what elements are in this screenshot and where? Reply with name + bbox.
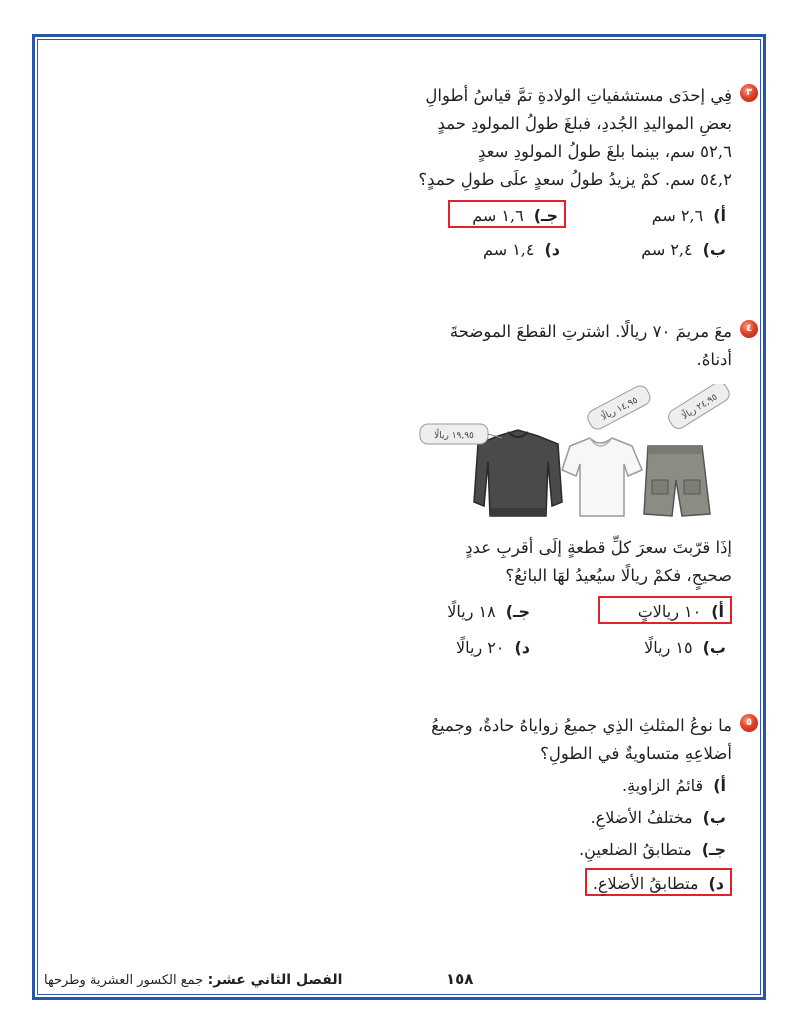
svg-text:١٤,٩٥ ريالًا: ١٤,٩٥ ريالًا xyxy=(599,395,640,424)
answer-options xyxy=(376,772,732,896)
chapter-topic: جمع الكسور العشرية وطرحها xyxy=(44,973,204,988)
option-c-selected[interactable]: جـ)١,٦ سم xyxy=(448,200,566,228)
question-number-badge: ٤ xyxy=(740,320,758,338)
option-d-selected[interactable]: د)متطابقُ الأضلاعِ. xyxy=(585,868,732,896)
question-number-badge: ٥ xyxy=(740,714,758,732)
question-text: ما نوعُ المثلثِ الذِي جميعُ زواياهُ حادةٌ، وجميعُ أضلاعِهِ متساويةٌ في الطولِ؟ xyxy=(431,716,732,763)
sweater-icon xyxy=(474,430,562,516)
question-2 xyxy=(392,318,753,374)
clothing-items-image xyxy=(410,384,740,524)
option-d[interactable]: د)١,٤ سم xyxy=(483,240,560,259)
question-1 xyxy=(392,82,753,266)
question-3 xyxy=(376,712,753,900)
shorts-icon xyxy=(644,446,710,516)
option-b[interactable]: ب)٢,٤ سم xyxy=(641,240,726,259)
option-a[interactable]: أ)٢,٦ سم xyxy=(651,206,726,225)
question-2-continued xyxy=(392,534,732,662)
answer-options xyxy=(392,202,732,266)
option-c[interactable]: جـ)متطابقُ الضلعينِ. xyxy=(579,840,726,859)
option-a-selected[interactable]: أ)١٠ ريالاتٍ xyxy=(598,596,732,624)
question-number-badge: ٣ xyxy=(740,84,758,102)
chapter-footer xyxy=(44,972,342,988)
option-b[interactable]: ب)١٥ ريالًا xyxy=(644,638,726,657)
price-tag-shorts xyxy=(666,384,733,431)
option-a[interactable]: أ)قائمُ الزاويةِ. xyxy=(622,776,726,795)
page-number: ١٥٨ xyxy=(446,970,474,988)
option-b[interactable]: ب)مختلفُ الأضلاعِ. xyxy=(590,808,726,827)
tshirt-icon xyxy=(562,438,642,516)
option-c[interactable]: جـ)١٨ ريالًا xyxy=(447,602,530,621)
svg-text:٢٤,٩٥ ريالًا: ٢٤,٩٥ ريالًا xyxy=(680,392,720,422)
question-text-2: إذَا قرّبتَ سعرَ كلِّ قطعةٍ إلَى أقربِ عددٍ صحيحٍ، فكمْ ريالًا سيُعيدُ لهَا البائعُ؟ xyxy=(465,538,732,585)
question-text: فِي إحدَى مستشفياتِ الولادةِ تمَّ قياسُ أطوالِ بعضِ المواليدِ الجُددِ، فبلغَ طولُ المولودِ حمدٍ ٥٢,٦ سم، بينما بلغَ طولُ المولودِ سعدٍ ٥٤,٢ سم. كمْ يزيدُ طولُ سعدٍ علَى طولِ حمدٍ؟ xyxy=(418,86,732,189)
answer-options xyxy=(392,598,732,662)
question-text: معَ مريمَ ٧٠ ريالًا. اشترتِ القطعَ الموضحةَ أدناهُ. xyxy=(449,322,732,369)
price-tag-tshirt xyxy=(585,384,653,432)
option-d[interactable]: د)٢٠ ريالًا xyxy=(456,638,530,657)
chapter-title: الفصل الثاني عشر: xyxy=(207,972,343,988)
svg-text:١٩,٩٥ ريالًا: ١٩,٩٥ ريالًا xyxy=(434,431,474,441)
